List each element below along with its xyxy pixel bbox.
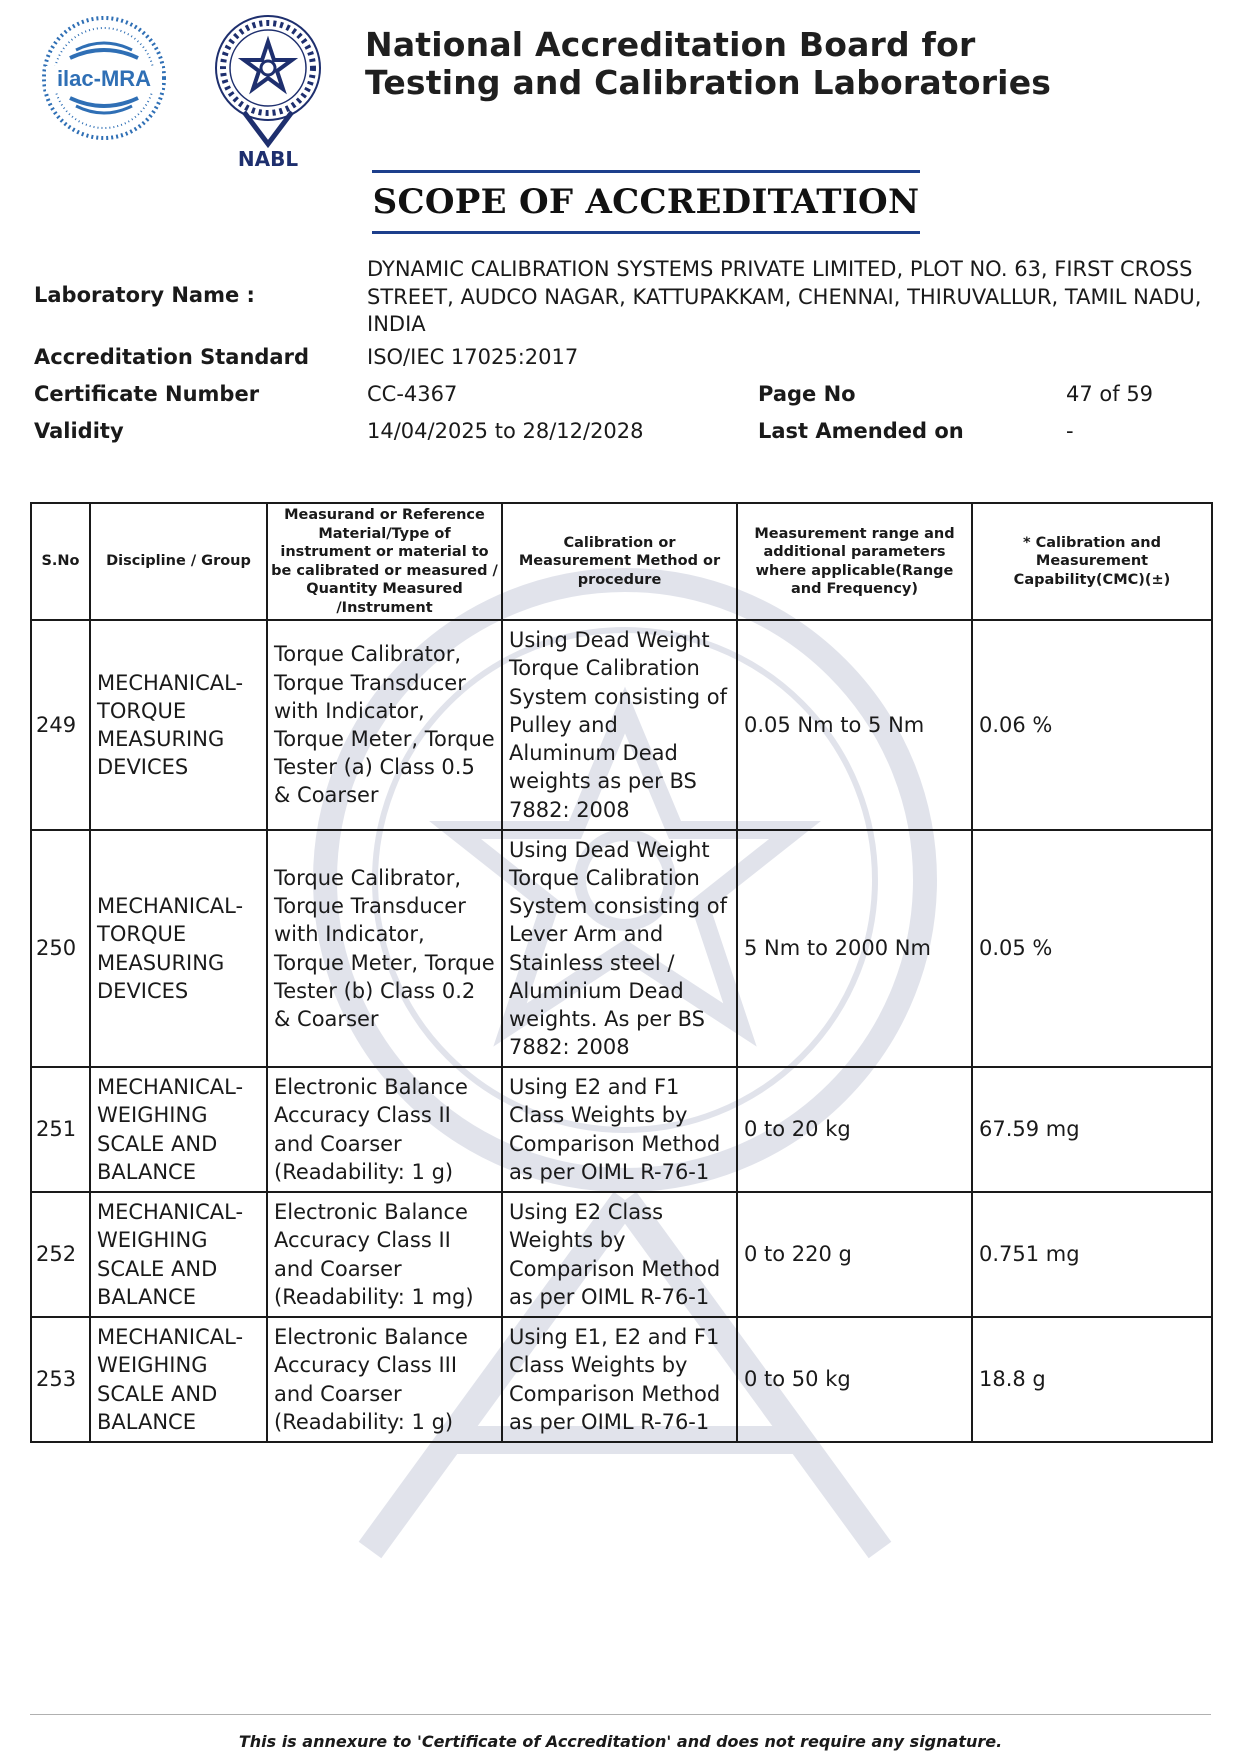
header-sno: S.No — [31, 503, 90, 620]
cell-measurand: Electronic Balance Accuracy Class II and Coarser (Readability: 1 mg) — [267, 1192, 502, 1317]
cell-measurand: Electronic Balance Accuracy Class II and Coarser (Readability: 1 g) — [267, 1067, 502, 1192]
cell-sno: 252 — [31, 1192, 90, 1317]
cell-discipline: MECHANICAL- TORQUE MEASURING DEVICES — [90, 830, 267, 1067]
page-no-label: Page No — [758, 382, 856, 406]
org-title-line-2: Testing and Calibration Laboratories — [365, 63, 1052, 102]
cell-measurand: Torque Calibrator, Torque Transducer with Indicator, Torque Meter, Torque Tester (a) Class 0.5 & Coarser — [267, 620, 502, 830]
cell-range: 0.05 Nm to 5 Nm — [737, 620, 972, 830]
cell-method: Using E1, E2 and F1 Class Weights by Comparison Method as per OIML R-76-1 — [502, 1317, 737, 1442]
cell-range: 0 to 20 kg — [737, 1067, 972, 1192]
cell-measurand: Torque Calibrator, Torque Transducer with Indicator, Torque Meter, Torque Tester (b) Class 0.2 & Coarser — [267, 830, 502, 1067]
cell-discipline: MECHANICAL- WEIGHING SCALE AND BALANCE — [90, 1067, 267, 1192]
organization-title — [365, 26, 1165, 102]
table-row — [31, 1067, 1212, 1192]
table-row — [31, 1317, 1212, 1442]
accreditation-standard-value: ISO/IEC 17025:2017 — [367, 345, 579, 369]
lab-name-line: STREET, AUDCO NAGAR, KATTUPAKKAM, CHENNAI, THIRUVALLUR, TAMIL NADU, — [367, 284, 1202, 309]
header-discipline: Discipline / Group — [90, 503, 267, 620]
cell-method: Using Dead Weight Torque Calibration System consisting of Pulley and Aluminum Dead weights as per BS 7882: 2008 — [502, 620, 737, 830]
cell-method: Using E2 and F1 Class Weights by Comparison Method as per OIML R-76-1 — [502, 1067, 737, 1192]
page-no-value: 47 of 59 — [1066, 382, 1154, 406]
header-cmc: * Calibration and Measurement Capability(CMC)(±) — [972, 503, 1212, 620]
cell-sno: 250 — [31, 830, 90, 1067]
table-header-row — [31, 503, 1212, 620]
cell-cmc: 0.05 % — [972, 830, 1212, 1067]
certificate-number-label: Certificate Number — [34, 382, 260, 406]
validity-label: Validity — [34, 419, 124, 443]
last-amended-label: Last Amended on — [758, 419, 964, 443]
lab-name-line: INDIA — [367, 312, 426, 336]
header-method: Calibration or Measurement Method or procedure — [502, 503, 737, 620]
org-title-line-1: National Accreditation Board for — [365, 25, 976, 64]
lab-name-value — [367, 256, 1217, 339]
validity-value: 14/04/2025 to 28/12/2028 — [367, 419, 644, 443]
cell-discipline: MECHANICAL- WEIGHING SCALE AND BALANCE — [90, 1317, 267, 1442]
cell-cmc: 0.06 % — [972, 620, 1212, 830]
certificate-number-value: CC-4367 — [367, 382, 458, 406]
ilac-logo-text: ilac-MRA — [56, 66, 152, 91]
header-range: Measurement range and additional parameters where applicable(Range and Frequency) — [737, 503, 972, 620]
cell-range: 0 to 50 kg — [737, 1317, 972, 1442]
cell-discipline: MECHANICAL- TORQUE MEASURING DEVICES — [90, 620, 267, 830]
cell-sno: 249 — [31, 620, 90, 830]
lab-name-line: DYNAMIC CALIBRATION SYSTEMS PRIVATE LIMITED, PLOT NO. 63, FIRST CROSS — [367, 257, 1193, 281]
cell-cmc: 67.59 mg — [972, 1067, 1212, 1192]
header-measurand: Measurand or Reference Material/Type of instrument or material to be calibrated or measured / Quantity Measured /Instrument — [267, 503, 502, 620]
cell-sno: 253 — [31, 1317, 90, 1442]
accreditation-standard-label: Accreditation Standard — [34, 345, 309, 369]
table-row — [31, 620, 1212, 830]
cell-range: 0 to 220 g — [737, 1192, 972, 1317]
cell-discipline: MECHANICAL- WEIGHING SCALE AND BALANCE — [90, 1192, 267, 1317]
lab-name-label: Laboratory Name : — [34, 283, 255, 307]
cell-cmc: 0.751 mg — [972, 1192, 1212, 1317]
ilac-mra-logo — [40, 14, 168, 142]
scope-title: SCOPE OF ACCREDITATION — [372, 170, 920, 234]
nabl-logo — [210, 12, 326, 172]
table-row — [31, 830, 1212, 1067]
last-amended-value: - — [1066, 419, 1074, 443]
nabl-logo-text: NABL — [237, 147, 299, 171]
cell-cmc: 18.8 g — [972, 1317, 1212, 1442]
footer-note: This is annexure to 'Certificate of Accreditation' and does not require any signature. — [238, 1732, 1003, 1751]
cell-method: Using E2 Class Weights by Comparison Method as per OIML R-76-1 — [502, 1192, 737, 1317]
scope-table — [30, 502, 1213, 1443]
table-row — [31, 1192, 1212, 1317]
cell-range: 5 Nm to 2000 Nm — [737, 830, 972, 1067]
cell-method: Using Dead Weight Torque Calibration System consisting of Lever Arm and Stainless steel / Aluminium Dead weights. As per BS 7882: 2008 — [502, 830, 737, 1067]
cell-measurand: Electronic Balance Accuracy Class III and Coarser (Readability: 1 g) — [267, 1317, 502, 1442]
cell-sno: 251 — [31, 1067, 90, 1192]
footer-divider — [30, 1714, 1211, 1715]
